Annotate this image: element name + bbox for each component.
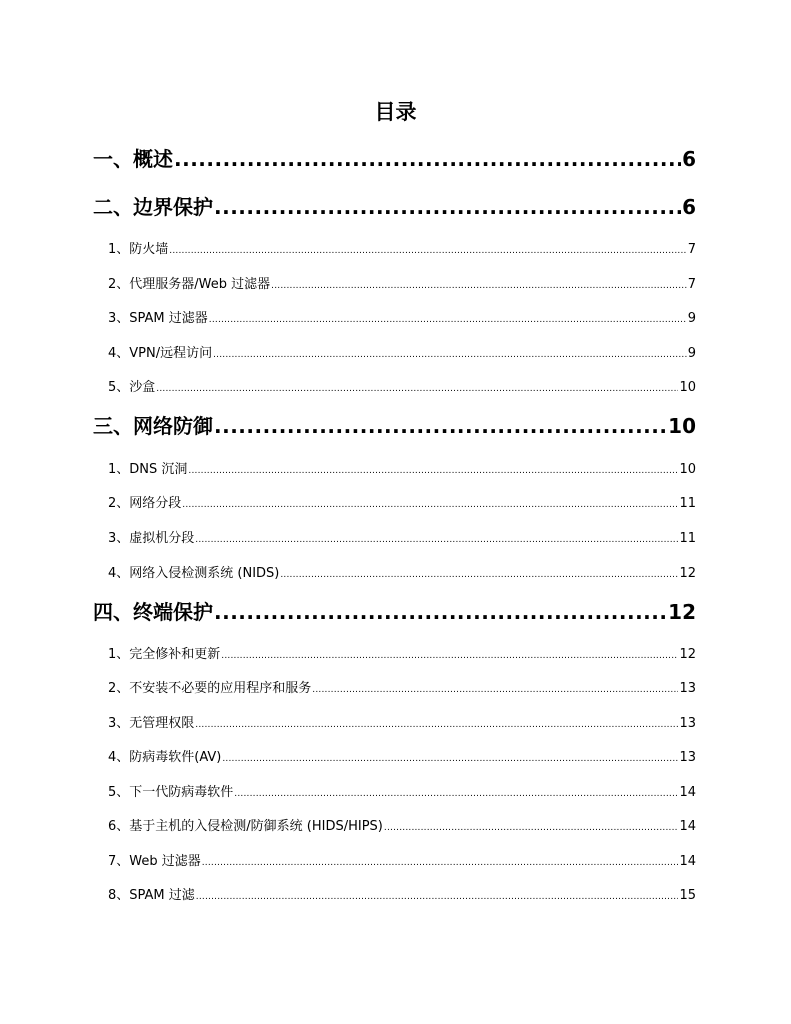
toc-entry-label: 3、SPAM 过滤器	[108, 311, 208, 326]
toc-dot-leader	[214, 414, 667, 438]
toc-page-number: 15	[679, 888, 696, 903]
toc-dot-leader	[234, 789, 678, 799]
toc-entry-spam-filter[interactable]	[108, 307, 696, 327]
toc-entry-label: 6、基于主机的入侵检测/防御系统 (HIDS/HIPS)	[108, 819, 383, 834]
toc-entry-vpn-remote-access[interactable]	[108, 342, 696, 362]
toc-entry-label: 3、虚拟机分段	[108, 531, 195, 546]
toc-page-number: 13	[679, 681, 696, 696]
toc-entry-overview[interactable]	[93, 143, 696, 173]
toc-dot-leader	[174, 147, 681, 171]
toc-entry-label: 二、边界保护	[93, 195, 213, 219]
toc-page-number: 13	[679, 716, 696, 731]
toc-page-number: 14	[679, 785, 696, 800]
toc-page-number: 9	[687, 346, 696, 361]
toc-entry-sandbox[interactable]	[108, 376, 696, 396]
toc-page-number: 12	[668, 600, 696, 624]
toc-page-number: 7	[687, 277, 696, 292]
toc-dot-leader	[271, 281, 687, 291]
toc-entry-label: 1、完全修补和更新	[108, 647, 221, 662]
toc-page-number: 11	[679, 496, 696, 511]
toc-entry-label: 四、终端保护	[93, 600, 213, 624]
toc-entry-hids-hips[interactable]	[108, 815, 696, 835]
toc-entry-antivirus[interactable]	[108, 746, 696, 766]
toc-entry-dns-sinkhole[interactable]	[108, 458, 696, 478]
toc-dot-leader	[280, 570, 678, 580]
toc-page-number: 11	[679, 531, 696, 546]
toc-entry-label: 8、SPAM 过滤	[108, 888, 195, 903]
toc-entry-label: 1、DNS 沉洞	[108, 462, 188, 477]
toc-page-number: 13	[679, 750, 696, 765]
toc-dot-leader	[384, 823, 679, 833]
toc-entry-proxy-web-filter[interactable]	[108, 273, 696, 293]
toc-entry-label: 3、无管理权限	[108, 716, 195, 731]
toc-dot-leader	[202, 858, 679, 868]
toc-dot-leader	[209, 315, 687, 325]
toc-entry-label: 2、网络分段	[108, 496, 182, 511]
toc-page-number: 14	[679, 819, 696, 834]
toc-entry-network-segmentation[interactable]	[108, 492, 696, 512]
toc-dot-leader	[195, 720, 678, 730]
toc-page-number: 12	[679, 647, 696, 662]
toc-page-number: 6	[682, 147, 696, 171]
toc-entry-label: 7、Web 过滤器	[108, 854, 201, 869]
toc-entry-firewall[interactable]	[108, 238, 696, 258]
toc-entry-label: 5、下一代防病毒软件	[108, 785, 234, 800]
toc-dot-leader	[213, 350, 687, 360]
toc-entry-network-defense[interactable]	[93, 410, 696, 440]
toc-dot-leader	[169, 246, 686, 256]
toc-entry-label: 4、防病毒软件(AV)	[108, 750, 222, 765]
toc-dot-leader	[196, 892, 679, 902]
toc-entry-perimeter-protection[interactable]	[93, 191, 696, 221]
toc-entry-spam-filtering[interactable]	[108, 884, 696, 904]
toc-dot-leader	[214, 195, 681, 219]
toc-dot-leader	[214, 600, 667, 624]
toc-entry-no-admin-rights[interactable]	[108, 712, 696, 732]
toc-entry-vm-segmentation[interactable]	[108, 527, 696, 547]
toc-page-number: 12	[679, 566, 696, 581]
toc-dot-leader	[222, 754, 678, 764]
toc-entry-web-filter[interactable]	[108, 850, 696, 870]
toc-entry-label: 4、VPN/远程访问	[108, 346, 213, 361]
toc-dot-leader	[221, 651, 678, 661]
toc-page-number: 10	[679, 380, 696, 395]
toc-page-number: 14	[679, 854, 696, 869]
toc-page-number: 10	[679, 462, 696, 477]
toc-entry-endpoint-protection[interactable]	[93, 596, 696, 626]
toc-entry-label: 5、沙盒	[108, 380, 156, 395]
toc-entry-nids[interactable]	[108, 562, 696, 582]
toc-entry-label: 2、代理服务器/Web 过滤器	[108, 277, 271, 292]
toc-page-number: 7	[687, 242, 696, 257]
toc-entry-no-unnecessary-apps[interactable]	[108, 677, 696, 697]
toc-entry-label: 一、概述	[93, 147, 173, 171]
toc-page-number: 10	[668, 414, 696, 438]
toc-page-number: 9	[687, 311, 696, 326]
toc-dot-leader	[312, 685, 678, 695]
toc-title: 目录	[374, 100, 417, 124]
toc-entry-next-gen-antivirus[interactable]	[108, 781, 696, 801]
toc-entry-label: 1、防火墙	[108, 242, 169, 257]
toc-entry-label: 三、网络防御	[93, 414, 213, 438]
toc-entry-full-patching[interactable]	[108, 643, 696, 663]
toc-dot-leader	[156, 384, 678, 394]
toc-dot-leader	[188, 466, 678, 476]
toc-page-number: 6	[682, 195, 696, 219]
toc-dot-leader	[195, 535, 678, 545]
toc-entry-label: 4、网络入侵检测系统 (NIDS)	[108, 566, 280, 581]
toc-dot-leader	[182, 500, 678, 510]
toc-entry-label: 2、不安装不必要的应用程序和服务	[108, 681, 312, 696]
